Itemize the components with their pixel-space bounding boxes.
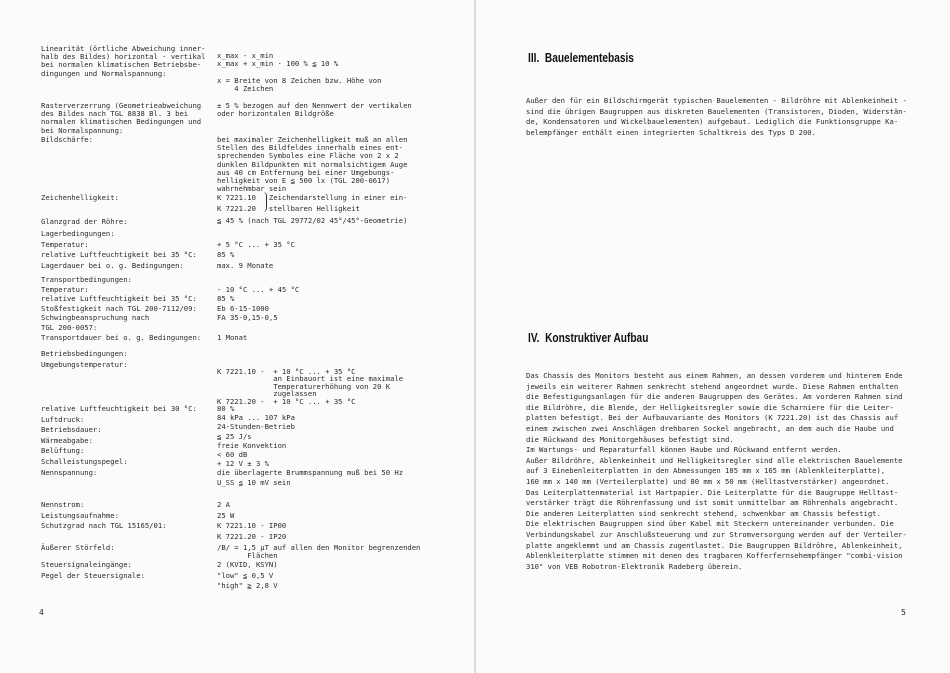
spec-value-environment: 80 % 84 kPa ... 107 kPa 24-Stunden-Betrieb ≦ 25 J/s freie Konvektion < 60 dB + 12 V ± 3 % die überlagerte Brummspannung muß bei 50 Hz U_SS ≦ 10 mV sein xyxy=(217,404,404,487)
spec-value-signal: 2 (KVID, KSYN) "low" ≦ 0,5 V "high" ≧ 2,8 V xyxy=(217,560,278,591)
section-3-text: Außer den für ein Bildschirmgerät typischen Bauelementen - Bildröhre mit Ablenkeinheit - sind die übrigen Baugruppen aus diskreten Bauelementen (Transistoren, Dioden, Widerstän- de, Kondensatoren und Wickelbauelementen) aufgebaut. Lediglich die Funktionsgruppe Ka- belempfänger enthält einen integrierten Schaltkreis des Typs D 200. xyxy=(526,96,907,137)
spec-label-environment: relative Luftfeuchtigkeit bei 30 °C: Luftdruck: Betriebsdauer: Wärmeabgabe: Belüftung: Schalleistungspegel: Nennspannung: xyxy=(41,404,197,477)
spec-value-linearity: x_max - x_min x_max + x_min · 100 % ≦ 10 % x = Breite von 8 Zeichen bzw. Höhe von 4 Zeichen xyxy=(217,51,382,93)
spec-value-interference: /B/ = 1,5 µT auf allen den Monitor begrenzenden Flächen xyxy=(217,543,421,561)
spec-label-linearity: Linearität (örtliche Abweichung inner- halb des Bildes) horizontal - vertikal bei normalen klimatischen Betriebsbe- dingungen und Normalspannung: xyxy=(41,44,206,78)
spec-label-power: Nennstrom: Leistungsaufnahme: Schutzgrad nach TGL 15165/01: xyxy=(41,500,167,531)
spec-label-brightness: Zeichenhelligkeit: xyxy=(41,193,119,202)
page-number-right: 5 xyxy=(901,608,906,617)
spec-label-interference: Äußerer Störfeld: xyxy=(41,543,115,552)
section-4-text: Das Chassis des Monitors besteht aus einem Rahmen, an dessen vorderem und hinterem Ende jeweils ein weiterer Rahmen senkrecht stehend angeordnet wurde. Diese Rahmen enthalten die Befestigungsanlagen für die anderen Baugruppen des Gerätes. Am vorderen Rahmen sind die Bildröhre, die Blende, der Helligkeitsregler sowie die Scharniere für die Leiter- platten befestigt. Bei der Aufbauvariante des Monitors (K 7221.20) ist das Chassis auf einem zwischen zwei Anschlägen drehbaren Sockel angebracht, an dem auch die Haube und die Rückwand des Monitorgehäuses befestigt sind. Im Wartungs- und Reparaturfall können Haube und Rückwand entfernt werden. Außer Bildröhre, Ablenkeinheit und Helligkeitsregler sind alle elektrischen Bauelemente auf 3 Einebenleiterplatten in den Abmessungen 185 mm x 165 mm (Ablenkleiterplatte), 160 mm x 140 mm (Verteilerplatte) und 80 mm x 50 mm (Helltastverstärker) angeordnet. Das Leiterplattenmaterial ist Hartpapier. Die Leiterplatte für die Baugruppe Helltast- verstärker trägt die Röhrenfassung und ist somit unmittelbar am Röhrenhals angebracht. Die anderen Leiterplatten sind senkrecht stehend, schwenkbar am Chassis befestigt. Die elektrischen Baugruppen sind über Kabel mit Steckern untereinander verbunden. Die Verbindungskabel zur Anschlußsteuerung und zur Stromversorgung werden auf der Verteiler- platte angeklemmt und am Chassis zugentlastet. Die Baugruppen Bildröhre, Ablenkeinheit, Ablenkleiterplatte stimmen mit denen des tragbaren Kofferfernsehempfänger "combi-vision 310" von VEB Robotron-Elektronik Radeberg überein. xyxy=(526,371,907,571)
spec-label-raster: Rasterverzerrung (Geometrieabweichung des Bildes nach TGL 8838 Bl. 3 bei normalen klimatischen Bedingungen und bei Normalspannung: xyxy=(41,101,202,135)
spec-value-storage: + 5 °C ... + 35 °C 85 % max. 9 Monate xyxy=(217,239,295,270)
section-3-heading: III. Bauelementebasis xyxy=(528,50,634,65)
spec-label-storage: Lagerbedingungen: Temperatur: relative Luftfeuchtigkeit bei 35 °C: Lagerdauer bei o. g. Bedingungen: xyxy=(41,229,197,270)
spec-label-operating: Betriebsbedingungen: Umgebungstemperatur: xyxy=(41,349,128,369)
left-page xyxy=(0,0,474,673)
spec-value-power: 2 A 25 W K 7221.10 - IP00 K 7221.20 - IP20 xyxy=(217,500,287,541)
page-number-left: 4 xyxy=(39,608,44,617)
spec-label-transport: Transportbedingungen: Temperatur: relative Luftfeuchtigkeit bei 35 °C: Stoßfestigkeit nach TGL 200-7112/09: Schwingbeanspruchung nach TGL 200-0057: Transportdauer bei o. g. Bedingungen: xyxy=(41,275,202,342)
spec-value-brightness: K 7221.10 Zeichendarstellung in einer ein- K 7221.20 stellbaren Helligkeit xyxy=(217,193,408,213)
spec-label-gloss: Glanzgrad der Röhre: xyxy=(41,217,128,226)
spec-value-operating: K 7221.10 - + 10 °C ... + 35 °C an Einbauort ist eine maximale Temperaturerhöhung von 20 K zugelassen K 7221.20 - + 10 °C ... + 35 °C xyxy=(217,366,404,406)
spec-value-sharpness: bei maximaler Zeichenhelligkeit muß an allen Stellen des Bildfeldes innerhalb eines ent- sprechenden Symboles eine Fläche von 2 x 2 dunklen Bildpunkten mit normalsichtigem Auge aus 40 cm Entfernung bei einer Umgebungs- helligkeit von E ≦ 500 lx (TGL 200-0617) wahrnehmbar sein xyxy=(217,135,408,194)
spec-value-transport: - 10 °C ... + 45 °C 85 % Eb 6-15-1000 FA 35-0,15-0,5 1 Monat xyxy=(217,284,300,342)
right-page xyxy=(476,0,950,673)
section-4-heading: IV. Konstruktiver Aufbau xyxy=(528,330,649,345)
spec-label-signal: Steuersignaleingänge: Pegel der Steuersignale: xyxy=(41,560,145,580)
spec-value-raster: ± 5 % bezogen auf den Nennwert der vertikalen oder horizontalen Bildgröße xyxy=(217,101,412,119)
spec-label-sharpness: Bildschärfe: xyxy=(41,135,93,144)
spec-value-gloss: ≦ 45 % (nach TGL 29772/02 45°/45°-Geometrie) xyxy=(217,216,408,225)
brace-mark xyxy=(263,192,267,212)
